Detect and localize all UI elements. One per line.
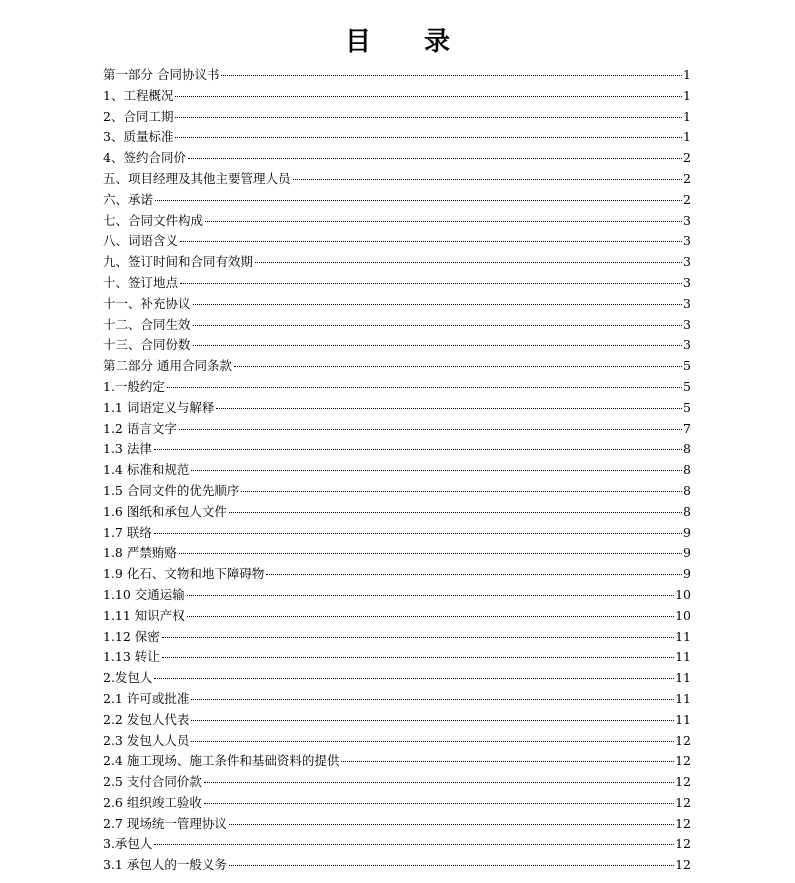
toc-entry-label: 2.7 现场统一管理协议 <box>103 815 227 831</box>
toc-entry-page-number: 1 <box>683 129 691 145</box>
toc-entry[interactable] <box>103 751 691 772</box>
toc-entry[interactable] <box>103 564 691 585</box>
toc-entry-page-number: 12 <box>675 732 691 748</box>
toc-entry[interactable] <box>103 335 691 356</box>
toc-entry-page-number: 8 <box>683 482 691 498</box>
toc-entry-page-number: 12 <box>675 774 691 790</box>
toc-entry-label: 六、承诺 <box>103 191 154 207</box>
toc-entry-label: 1.13 转让 <box>103 649 160 665</box>
toc-entry-label: 十一、补充协议 <box>103 295 191 311</box>
toc-entry-label: 十三、合同份数 <box>103 337 191 353</box>
toc-dot-leader <box>193 345 682 346</box>
toc-entry-label: 1.4 标准和规范 <box>103 462 190 478</box>
toc-dot-leader <box>191 720 674 721</box>
toc-entry[interactable] <box>103 502 691 523</box>
toc-dot-leader <box>180 283 682 284</box>
toc-entry-label: 1.9 化石、文物和地下障碍物 <box>103 566 265 582</box>
toc-entry-label: 2.5 支付合同价款 <box>103 774 202 790</box>
toc-entry-page-number: 1 <box>683 108 691 124</box>
toc-entry-label: 1.10 交通运输 <box>103 586 185 602</box>
toc-entry[interactable] <box>103 481 691 502</box>
toc-entry-page-number: 8 <box>683 441 691 457</box>
toc-dot-leader <box>180 241 682 242</box>
toc-entry-label: 1.12 保密 <box>103 628 160 644</box>
toc-entry-label: 1.2 语言文字 <box>103 420 177 436</box>
toc-entry-page-number: 1 <box>683 87 691 103</box>
toc-dot-leader <box>187 616 674 617</box>
toc-entry-label: 2.1 许可或批准 <box>103 690 190 706</box>
toc-entry-page-number: 10 <box>675 607 691 623</box>
toc-dot-leader <box>229 512 682 513</box>
toc-entry-label: 2.4 施工现场、施工条件和基础资料的提供 <box>103 753 340 769</box>
toc-entry-label: 3.1 承包人的一般义务 <box>103 857 227 873</box>
toc-entry[interactable] <box>103 855 691 876</box>
toc-entry-page-number: 11 <box>675 649 691 665</box>
toc-entry-label: 1.8 严禁贿赂 <box>103 545 177 561</box>
toc-dot-leader <box>155 200 682 201</box>
toc-dot-leader <box>191 470 682 471</box>
table-of-contents <box>103 65 691 876</box>
toc-entry-label: 2、合同工期 <box>103 108 174 124</box>
toc-entry-label: 1.6 图纸和承包人文件 <box>103 503 227 519</box>
toc-dot-leader <box>191 741 674 742</box>
toc-dot-leader <box>241 491 682 492</box>
toc-entry-label: 1.1 词语定义与解释 <box>103 399 215 415</box>
toc-entry-page-number: 12 <box>675 836 691 852</box>
toc-dot-leader <box>229 865 674 866</box>
toc-entry-page-number: 3 <box>683 337 691 353</box>
toc-entry-label: 七、合同文件构成 <box>103 212 204 228</box>
toc-entry-page-number: 3 <box>683 212 691 228</box>
toc-entry-page-number: 11 <box>675 670 691 686</box>
toc-dot-leader <box>154 844 674 845</box>
toc-entry-page-number: 11 <box>675 711 691 727</box>
page-title: 目 录 <box>344 27 473 57</box>
toc-entry-label: 1.7 联络 <box>103 524 152 540</box>
toc-entry-page-number: 12 <box>675 794 691 810</box>
toc-entry-label: 1、工程概况 <box>103 87 174 103</box>
toc-entry-page-number: 3 <box>683 295 691 311</box>
toc-entry[interactable] <box>103 460 691 481</box>
toc-entry[interactable] <box>103 294 691 315</box>
toc-entry[interactable] <box>103 647 691 668</box>
toc-entry-label: 第一部分 合同协议书 <box>103 67 220 82</box>
toc-entry[interactable] <box>103 793 691 814</box>
toc-entry-page-number: 12 <box>675 815 691 831</box>
toc-dot-leader <box>175 137 682 138</box>
toc-dot-leader <box>154 449 682 450</box>
toc-entry-label: 2.6 组织竣工验收 <box>103 794 202 810</box>
toc-entry[interactable] <box>103 190 691 211</box>
toc-entry-label: 五、项目经理及其他主要管理人员 <box>103 170 291 186</box>
toc-entry[interactable] <box>103 273 691 294</box>
toc-entry-label: 第二部分 通用合同条款 <box>103 358 232 374</box>
toc-entry-page-number: 12 <box>675 753 691 769</box>
toc-entry[interactable] <box>103 107 691 128</box>
toc-dot-leader <box>187 595 674 596</box>
toc-entry-label: 1.11 知识产权 <box>103 607 185 623</box>
toc-dot-leader <box>266 574 682 575</box>
toc-dot-leader <box>255 262 682 263</box>
toc-entry-label: 1.5 合同文件的优先顺序 <box>103 482 240 498</box>
toc-dot-leader <box>234 366 682 367</box>
toc-entry-page-number: 7 <box>683 420 691 436</box>
toc-entry[interactable] <box>103 814 691 835</box>
toc-entry-page-number: 9 <box>683 545 691 561</box>
toc-dot-leader <box>193 325 682 326</box>
toc-entry-page-number: 12 <box>675 857 691 873</box>
toc-entry-label: 4、签约合同价 <box>103 150 186 166</box>
toc-entry-page-number: 5 <box>683 378 691 394</box>
toc-entry-page-number: 1 <box>683 67 691 82</box>
toc-entry-page-number: 10 <box>675 586 691 602</box>
toc-dot-leader <box>162 637 674 638</box>
toc-entry-label: 2.3 发包人人员 <box>103 732 190 748</box>
toc-dot-leader <box>162 657 674 658</box>
toc-entry-page-number: 5 <box>683 358 691 374</box>
toc-entry-page-number: 2 <box>683 150 691 166</box>
toc-dot-leader <box>179 553 682 554</box>
toc-entry[interactable] <box>103 710 691 731</box>
toc-entry-label: 十二、合同生效 <box>103 316 191 332</box>
toc-entry-page-number: 11 <box>675 628 691 644</box>
toc-entry-label: 3.承包人 <box>103 836 153 852</box>
toc-entry-label: 1.一般约定 <box>103 378 165 394</box>
toc-dot-leader <box>154 678 674 679</box>
toc-entry[interactable] <box>103 523 691 544</box>
toc-entry[interactable] <box>103 731 691 752</box>
toc-entry-page-number: 8 <box>683 462 691 478</box>
toc-entry[interactable] <box>103 377 691 398</box>
toc-entry[interactable] <box>103 627 691 648</box>
toc-entry-page-number: 3 <box>683 316 691 332</box>
toc-dot-leader <box>204 803 674 804</box>
toc-dot-leader <box>221 75 682 76</box>
toc-entry[interactable] <box>103 668 691 689</box>
toc-entry-label: 2.发包人 <box>103 670 153 686</box>
toc-entry-page-number: 3 <box>683 254 691 270</box>
toc-entry[interactable] <box>103 65 691 86</box>
toc-entry[interactable] <box>103 127 691 148</box>
toc-entry[interactable] <box>103 772 691 793</box>
toc-entry[interactable] <box>103 398 691 419</box>
toc-entry-page-number: 3 <box>683 233 691 249</box>
toc-dot-leader <box>175 117 682 118</box>
toc-entry[interactable] <box>103 169 691 190</box>
toc-dot-leader <box>179 429 682 430</box>
toc-entry-page-number: 8 <box>683 503 691 519</box>
toc-dot-leader <box>341 761 674 762</box>
toc-entry[interactable] <box>103 148 691 169</box>
toc-dot-leader <box>204 782 674 783</box>
toc-entry-label: 八、词语含义 <box>103 233 179 249</box>
toc-dot-leader <box>229 824 674 825</box>
toc-entry[interactable] <box>103 252 691 273</box>
toc-entry[interactable] <box>103 356 691 377</box>
toc-entry[interactable] <box>103 585 691 606</box>
toc-entry-label: 3、质量标准 <box>103 129 174 145</box>
toc-entry[interactable] <box>103 211 691 232</box>
toc-dot-leader <box>154 533 682 534</box>
toc-entry[interactable] <box>103 315 691 336</box>
toc-entry-label: 1.3 法律 <box>103 441 152 457</box>
toc-entry-page-number: 11 <box>675 690 691 706</box>
toc-dot-leader <box>193 304 682 305</box>
toc-dot-leader <box>216 408 682 409</box>
toc-entry-label: 十、签订地点 <box>103 274 179 290</box>
toc-entry[interactable] <box>103 834 691 855</box>
toc-entry[interactable] <box>103 606 691 627</box>
toc-dot-leader <box>293 179 682 180</box>
toc-dot-leader <box>188 158 682 159</box>
toc-entry-page-number: 9 <box>683 524 691 540</box>
toc-entry[interactable] <box>103 543 691 564</box>
toc-entry[interactable] <box>103 231 691 252</box>
toc-entry-label: 2.2 发包人代表 <box>103 711 190 727</box>
toc-entry-page-number: 3 <box>683 274 691 290</box>
toc-dot-leader <box>191 699 674 700</box>
toc-entry[interactable] <box>103 689 691 710</box>
toc-entry[interactable] <box>103 419 691 440</box>
toc-dot-leader <box>175 96 682 97</box>
toc-entry[interactable] <box>103 439 691 460</box>
toc-entry-label: 九、签订时间和合同有效期 <box>103 254 254 270</box>
toc-entry-page-number: 2 <box>683 191 691 207</box>
toc-entry-page-number: 5 <box>683 399 691 415</box>
toc-entry[interactable] <box>103 86 691 107</box>
toc-entry-page-number: 2 <box>683 170 691 186</box>
toc-dot-leader <box>205 221 682 222</box>
toc-dot-leader <box>167 387 682 388</box>
toc-entry-page-number: 9 <box>683 566 691 582</box>
